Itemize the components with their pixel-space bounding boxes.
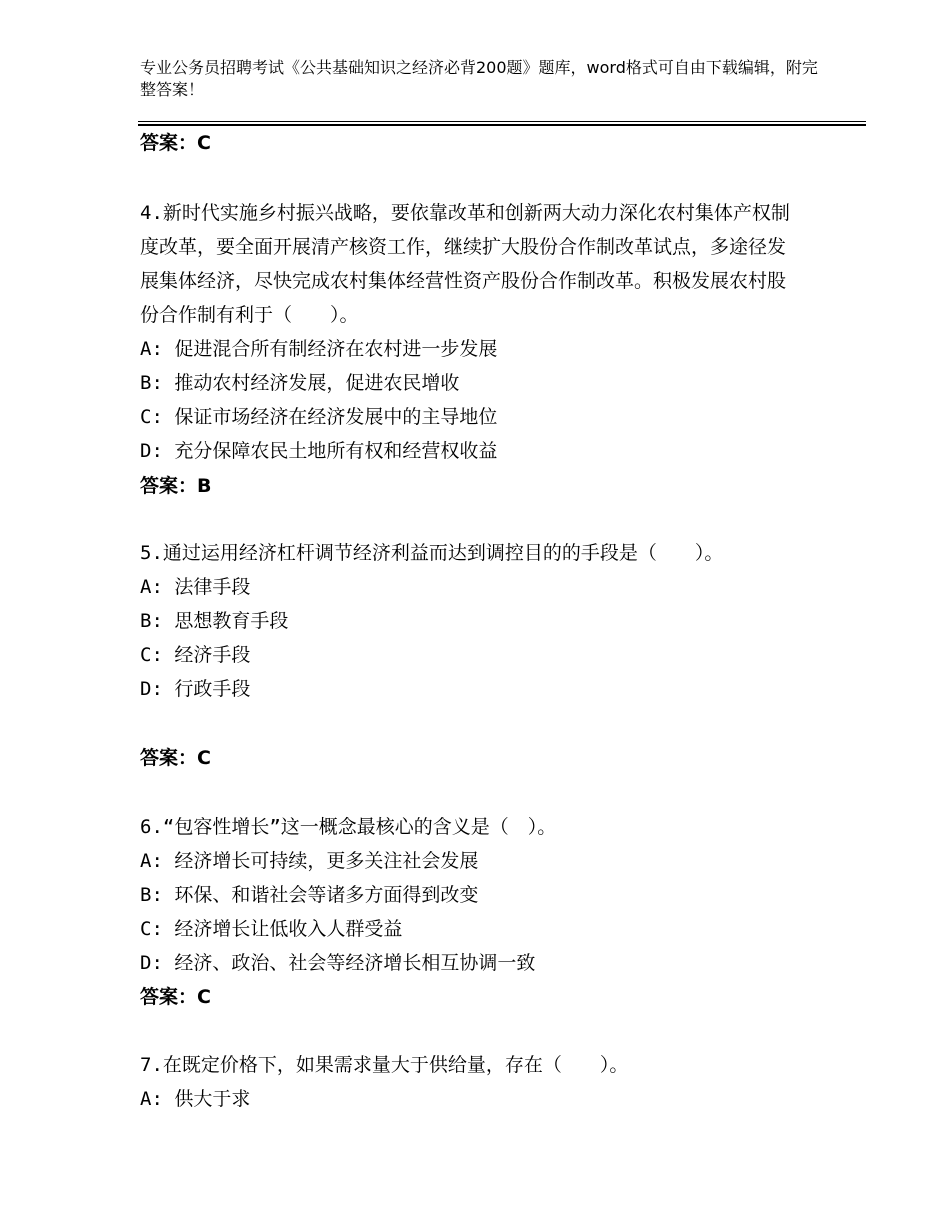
option-b: B: 思想教育手段 <box>140 610 289 632</box>
answer-q3: 答案：C <box>140 132 211 154</box>
option-d: D: 经济、政治、社会等经济增长相互协调一致 <box>140 952 536 974</box>
option-c: C: 经济增长让低收入人群受益 <box>140 918 403 940</box>
option-a: A: 法律手段 <box>140 576 251 598</box>
option-a: A: 促进混合所有制经济在农村进一步发展 <box>140 338 498 360</box>
question-6 <box>140 810 800 980</box>
document-header: 专业公务员招聘考试《公共基础知识之经济必背200题》题库，word格式可自由下载编辑，附完整答案！ <box>140 58 818 99</box>
option-c: C: 经济手段 <box>140 644 251 666</box>
question-7 <box>140 1048 800 1116</box>
option-b: B: 推动农村经济发展，促进农民增收 <box>140 372 460 394</box>
answer-q4: 答案：B <box>140 475 212 497</box>
header-rule-thick <box>138 124 866 126</box>
option-a: A: 经济增长可持续，更多关注社会发展 <box>140 850 479 872</box>
answer-q6: 答案：C <box>140 986 211 1008</box>
header-rule-thin <box>138 121 866 122</box>
question-text: 7.在既定价格下，如果需求量大于供给量，存在（ ）。 <box>140 1054 629 1076</box>
question-5 <box>140 536 800 706</box>
option-b: B: 环保、和谐社会等诸多方面得到改变 <box>140 884 479 906</box>
option-a: A: 供大于求 <box>140 1088 251 1110</box>
question-text: 6.“包容性增长”这一概念最核心的含义是（ ）。 <box>140 816 557 838</box>
answer-q5: 答案：C <box>140 747 211 769</box>
option-d: D: 充分保障农民土地所有权和经营权收益 <box>140 440 498 462</box>
question-text: 4.新时代实施乡村振兴战略，要依靠改革和创新两大动力深化农村集体产权制度改革，要全面开展清产核资工作，继续扩大股份合作制改革试点，多途径发展集体经济，尽快完成农村集体经营性资产股份合作制改革。积极发展农村股份合作制有利于（ ）。 <box>140 202 790 326</box>
option-d: D: 行政手段 <box>140 678 251 700</box>
question-4 <box>140 196 800 468</box>
option-c: C: 保证市场经济在经济发展中的主导地位 <box>140 406 498 428</box>
question-text: 5.通过运用经济杠杆调节经济利益而达到调控目的的手段是（ ）。 <box>140 542 724 564</box>
